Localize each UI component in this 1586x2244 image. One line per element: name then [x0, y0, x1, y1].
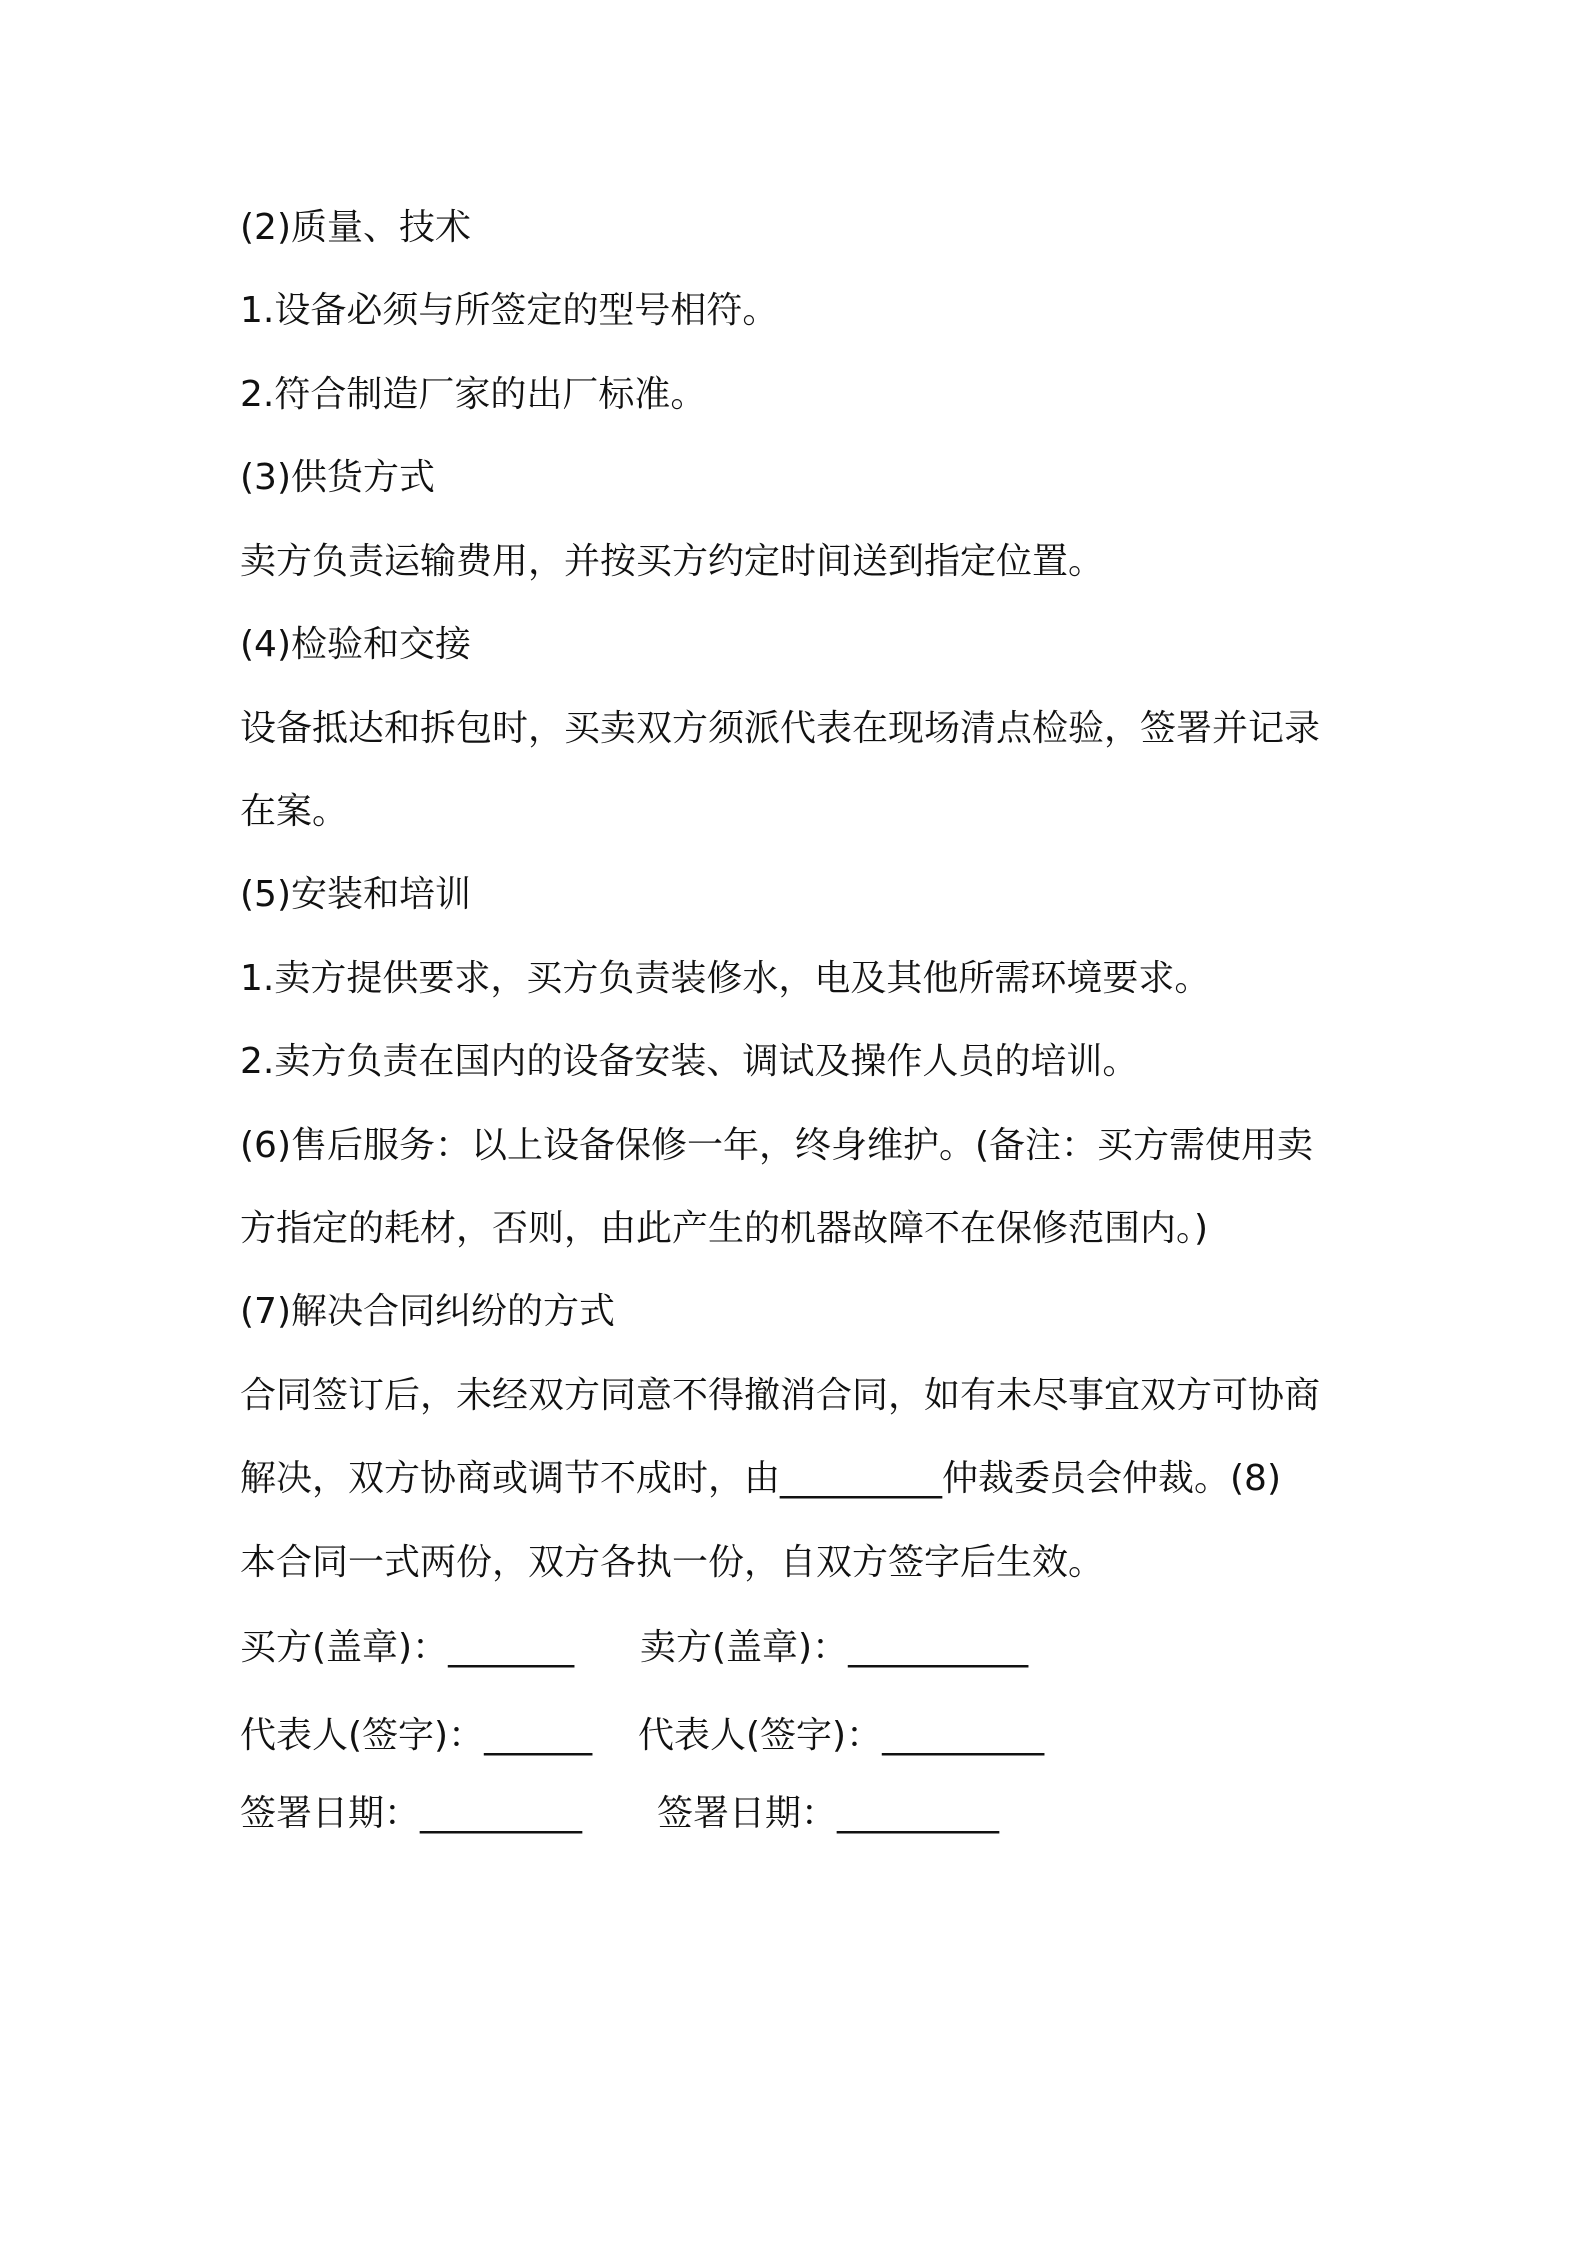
- seller-sign-date-field: 签署日期：_________: [657, 1793, 1000, 1834]
- seller-representative-field: 代表人(签字)：_________: [638, 1715, 1045, 1756]
- buyer-seal-field: 买方(盖章)：_______: [240, 1627, 575, 1668]
- installation-item-1: 1.卖方提供要求，买方负责装修水，电及其他所需环境要求。: [240, 958, 1211, 999]
- copies-text: 本合同一式两份，双方各执一份，自双方签字后生效。: [240, 1542, 1105, 1583]
- section-installation-heading: (5)安装和培训: [240, 874, 471, 915]
- inspection-text-line-2: 在案。: [240, 791, 349, 832]
- section-inspection-heading: (4)检验和交接: [240, 624, 471, 665]
- installation-item-2: 2.卖方负责在国内的设备安装、调试及操作人员的培训。: [240, 1041, 1139, 1082]
- seller-seal-field: 卖方(盖章)：__________: [640, 1627, 1029, 1668]
- dispute-text-line-2: 解决，双方协商或调节不成时，由_________仲裁委员会仲裁。(8): [240, 1458, 1281, 1499]
- buyer-sign-date-field: 签署日期：_________: [240, 1793, 583, 1834]
- buyer-representative-field: 代表人(签字)：______: [240, 1715, 593, 1756]
- dispute-text-line-1: 合同签订后，未经双方同意不得撤消合同，如有未尽事宜双方可协商: [240, 1375, 1321, 1416]
- section-quality-heading: (2)质量、技术: [240, 207, 471, 248]
- service-text-line-2: 方指定的耗材，否则，由此产生的机器故障不在保修范围内。): [240, 1208, 1209, 1249]
- section-dispute-heading: (7)解决合同纠纷的方式: [240, 1291, 615, 1332]
- quality-item-2: 2.符合制造厂家的出厂标准。: [240, 374, 707, 415]
- quality-item-1: 1.设备必须与所签定的型号相符。: [240, 290, 779, 331]
- supply-text: 卖方负责运输费用，并按买方约定时间送到指定位置。: [240, 541, 1105, 582]
- section-supply-heading: (3)供货方式: [240, 457, 435, 498]
- service-text-line-1: (6)售后服务：以上设备保修一年，终身维护。(备注：买方需使用卖: [240, 1125, 1314, 1166]
- inspection-text-line-1: 设备抵达和拆包时，买卖双方须派代表在现场清点检验，签署并记录: [240, 708, 1321, 749]
